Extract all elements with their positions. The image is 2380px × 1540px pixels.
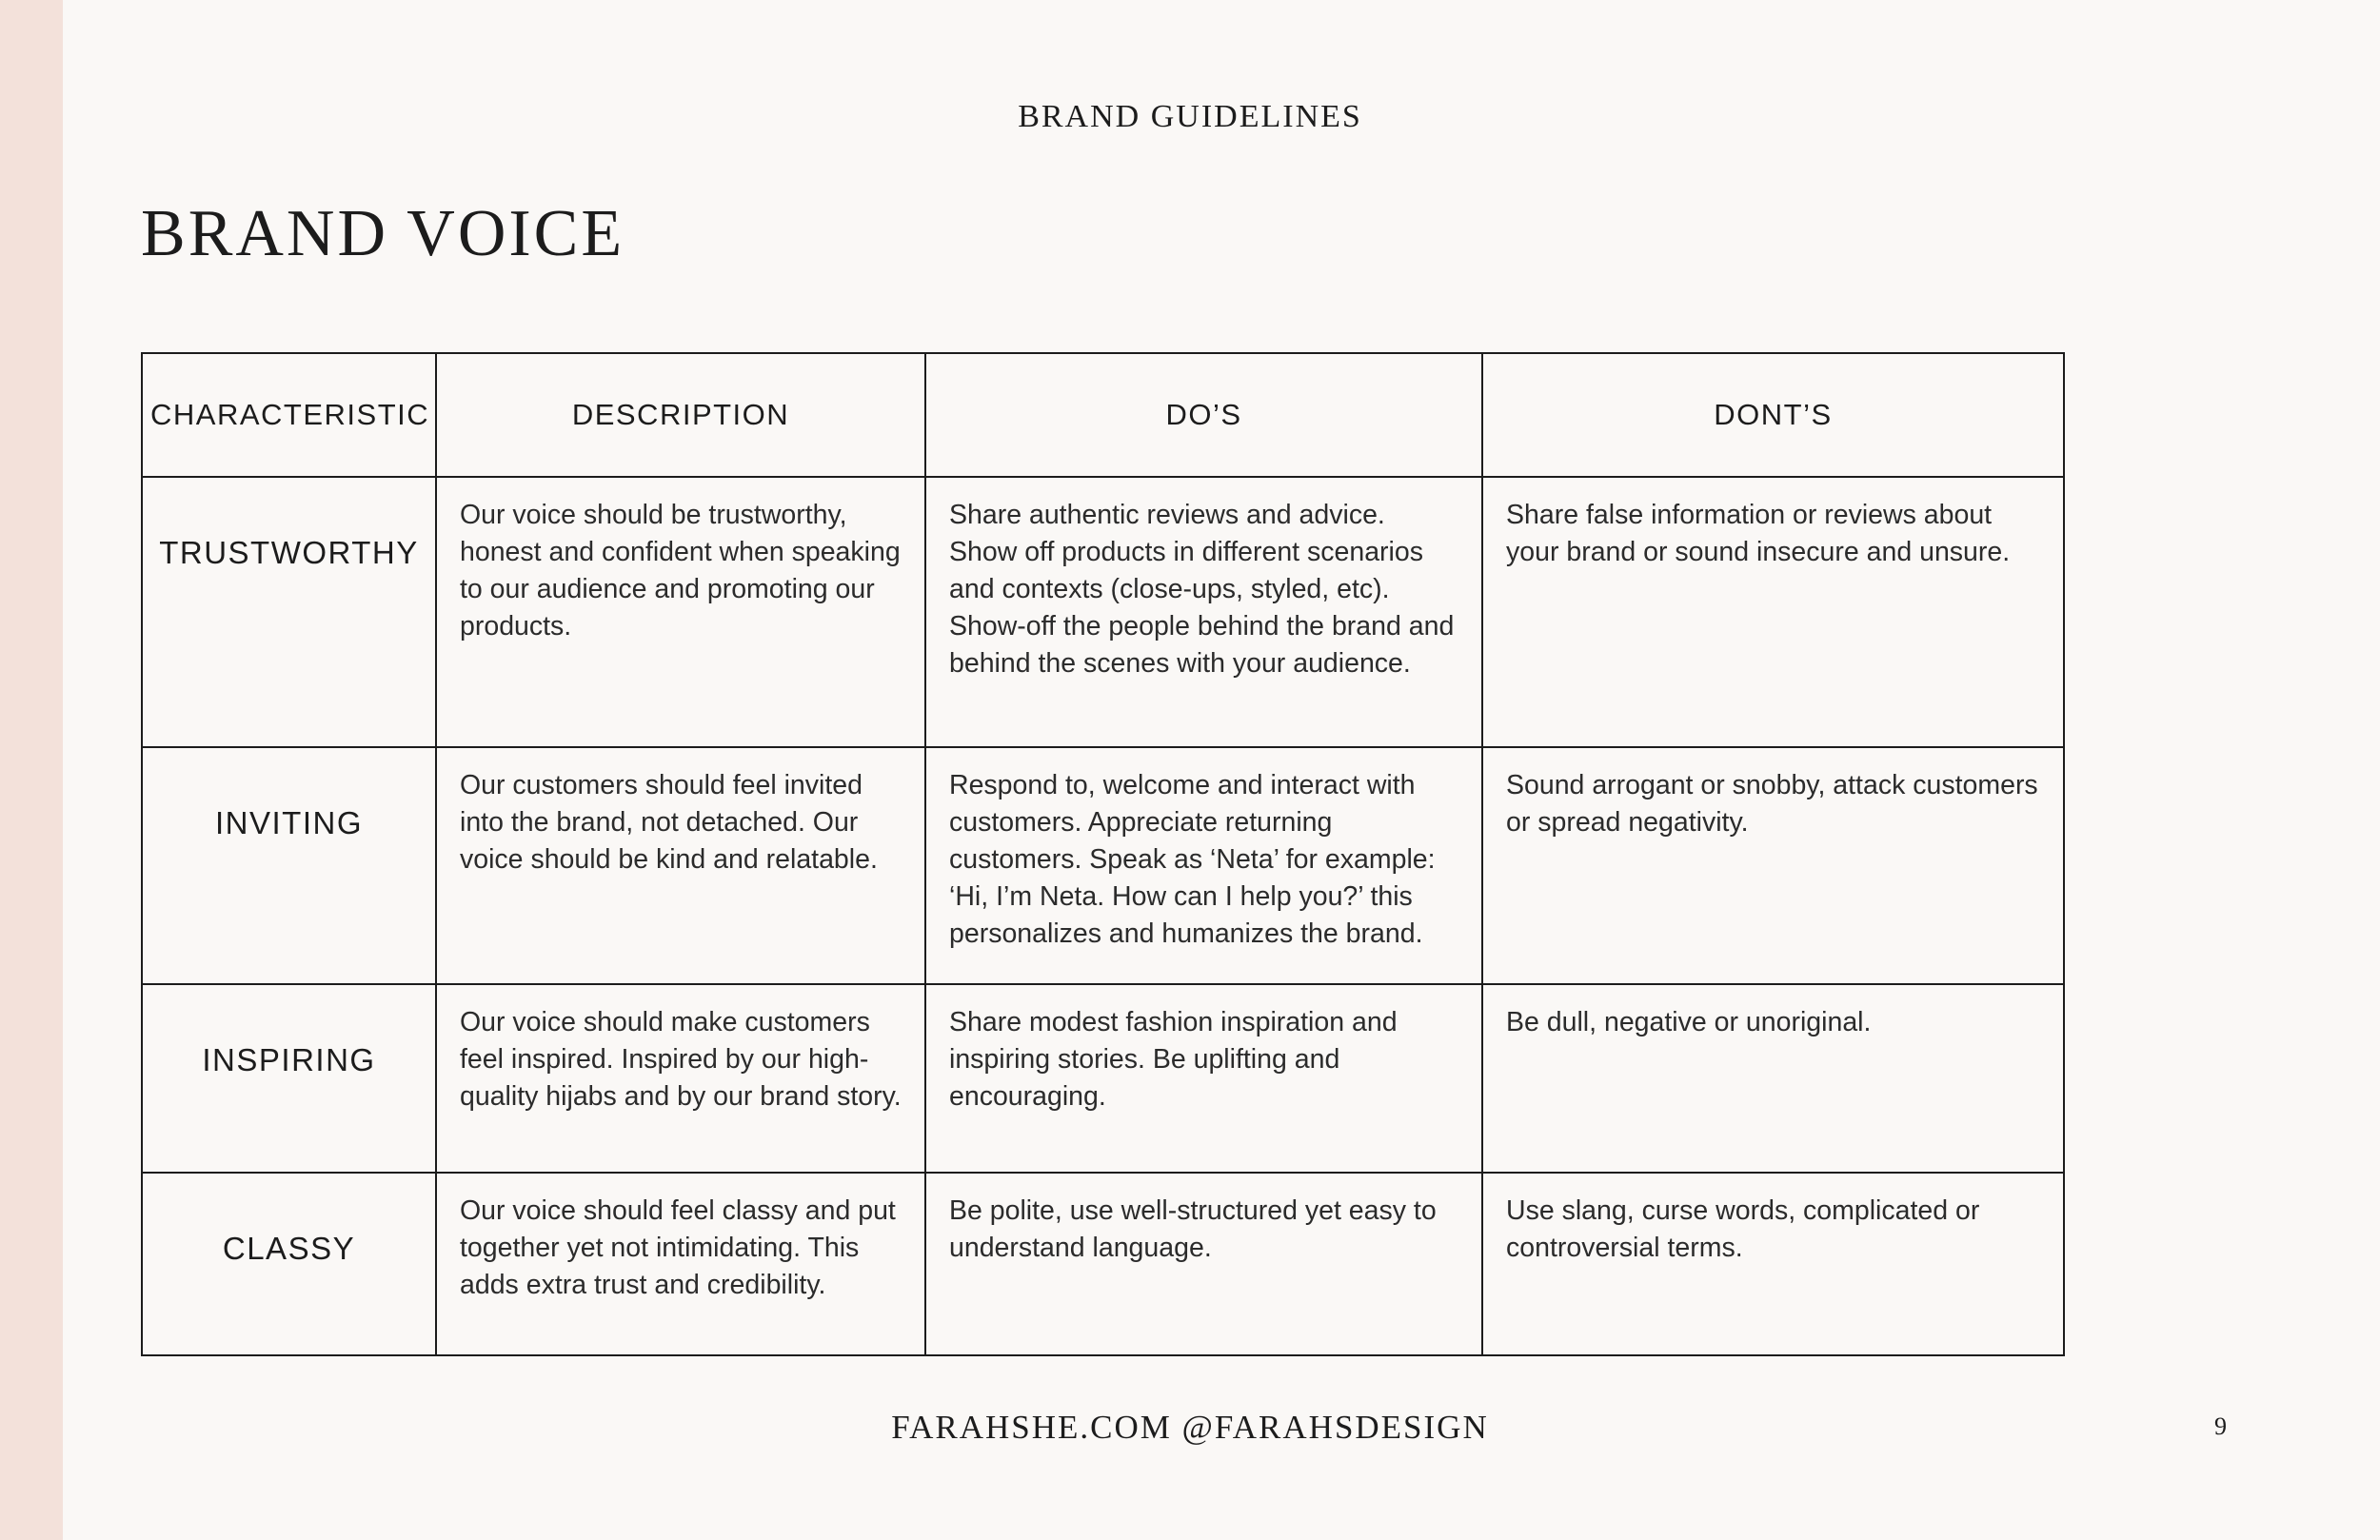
brand-voice-table <box>141 352 2065 1356</box>
characteristic-cell <box>142 747 436 984</box>
page-number: 9 <box>2214 1412 2227 1440</box>
table-row <box>142 747 2064 984</box>
characteristic-cell <box>142 984 436 1173</box>
donts-cell: Share false information or reviews about your brand or sound insecure and unsure. <box>1482 477 2064 747</box>
table-header-row <box>142 353 2064 477</box>
characteristic-label: INSPIRING <box>202 1042 376 1077</box>
characteristic-label: CLASSY <box>222 1231 356 1266</box>
side-stripe <box>0 0 63 1540</box>
donts-cell: Use slang, curse words, complicated or controversial terms. <box>1482 1173 2064 1355</box>
dos-cell: Share authentic reviews and advice. Show off products in different scenarios and contexts (close-ups, styled, etc). Show-off the people behind the brand and behind the scenes with your audience. <box>925 477 1482 747</box>
donts-cell: Be dull, negative or unoriginal. <box>1482 984 2064 1173</box>
dos-cell: Be polite, use well-structured yet easy to understand language. <box>925 1173 1482 1355</box>
characteristic-cell <box>142 1173 436 1355</box>
column-header-dos: DO’S <box>925 353 1482 477</box>
table-row <box>142 477 2064 747</box>
description-cell: Our voice should be trustworthy, honest and confident when speaking to our audience and promoting our products. <box>436 477 925 747</box>
page-title: BRAND VOICE <box>141 197 625 270</box>
characteristic-label: INVITING <box>214 805 363 840</box>
table-row <box>142 984 2064 1173</box>
document-header: BRAND GUIDELINES <box>1018 99 1362 134</box>
description-cell: Our customers should feel invited into the brand, not detached. Our voice should be kind and relatable. <box>436 747 925 984</box>
description-cell: Our voice should make customers feel inspired. Inspired by our high-quality hijabs and by our brand story. <box>436 984 925 1173</box>
column-header-donts: DONT’S <box>1482 353 2064 477</box>
dos-cell: Respond to, welcome and interact with customers. Appreciate returning customers. Speak as ‘Neta’ for example: ‘Hi, I’m Neta. How can I help you?’ this personalizes and humanizes the brand. <box>925 747 1482 984</box>
dos-cell: Share modest fashion inspiration and inspiring stories. Be uplifting and encouraging. <box>925 984 1482 1173</box>
characteristic-cell <box>142 477 436 747</box>
table-row <box>142 1173 2064 1355</box>
column-header-characteristic: CHARACTERISTIC <box>142 353 436 477</box>
characteristic-label: TRUSTWORTHY <box>159 535 419 570</box>
donts-cell: Sound arrogant or snobby, attack customers or spread negativity. <box>1482 747 2064 984</box>
footer-website-handle: FARAHSHE.COM @FARAHSDESIGN <box>891 1409 1489 1446</box>
description-cell: Our voice should feel classy and put together yet not intimidating. This adds extra trust and credibility. <box>436 1173 925 1355</box>
column-header-description: DESCRIPTION <box>436 353 925 477</box>
